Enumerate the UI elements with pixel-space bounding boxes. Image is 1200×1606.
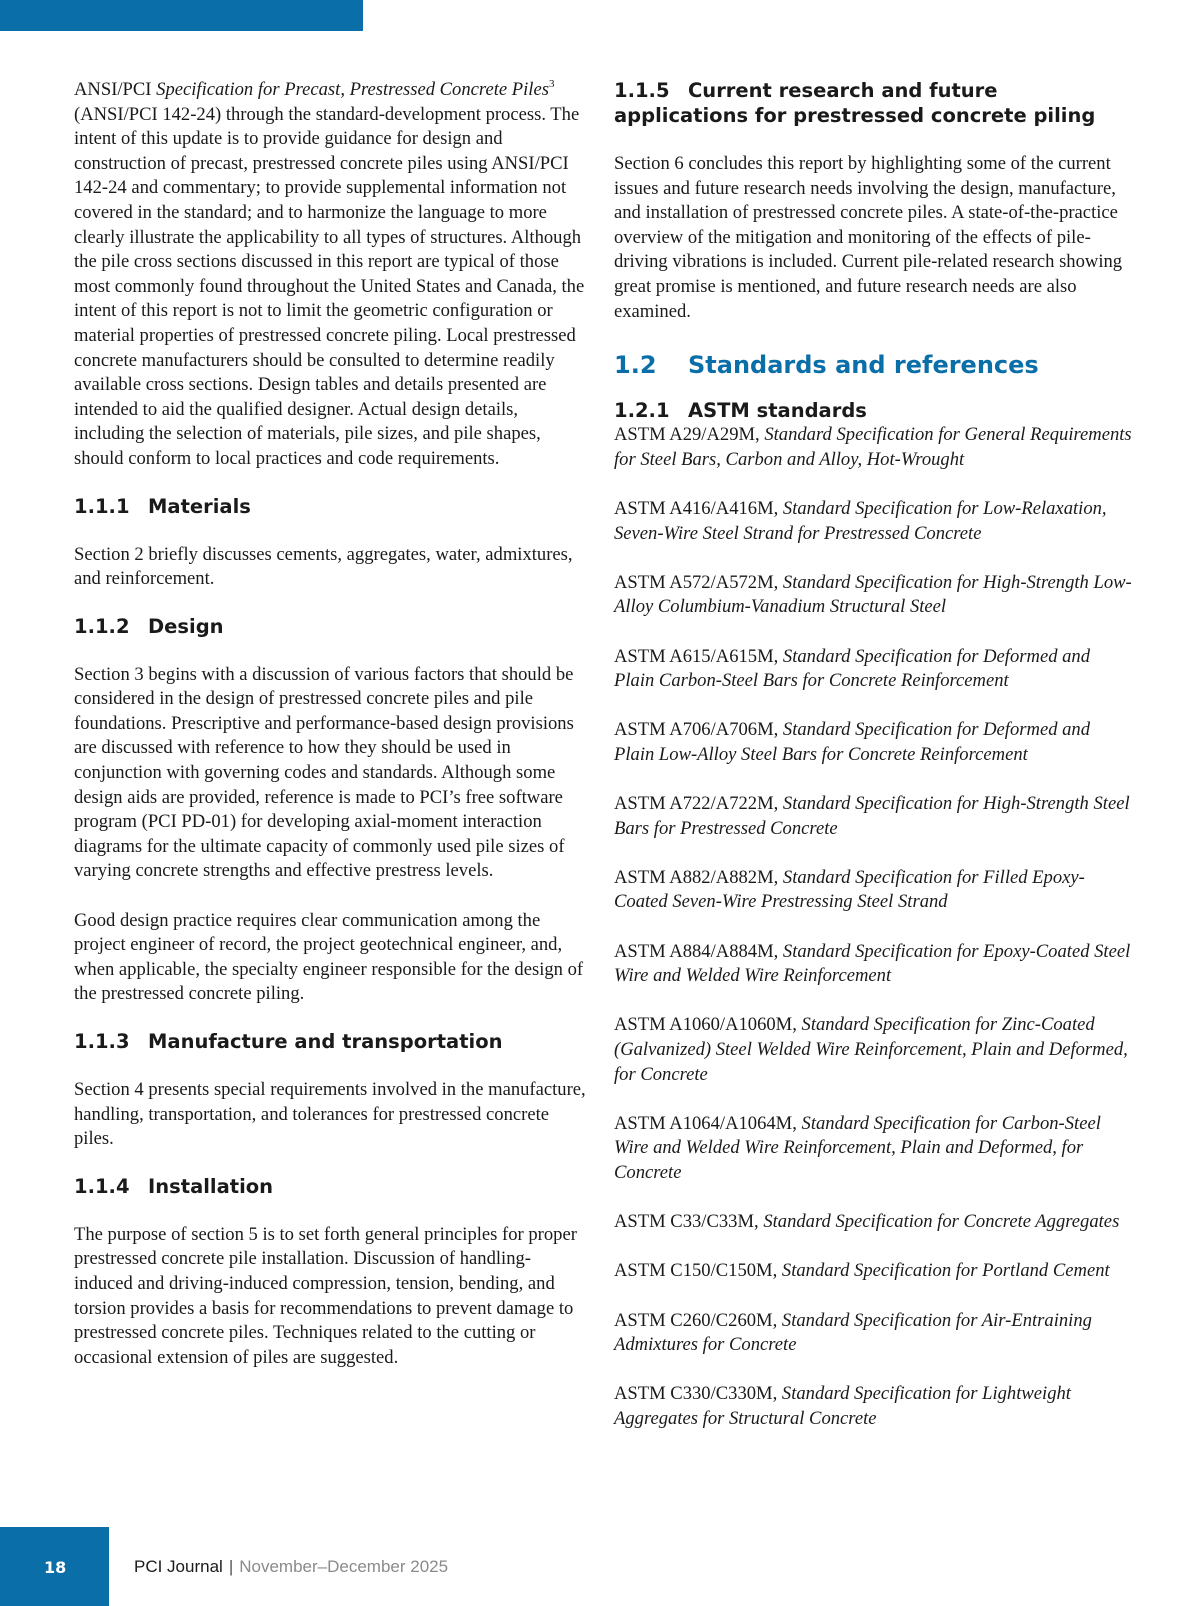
standard-title: Standard Specification for Lightweight Aggregates for Structural Concrete (614, 1383, 1071, 1429)
right-column (614, 78, 1134, 1432)
astm-standard-item (614, 1382, 1134, 1431)
standard-code: ASTM A416/A416M, (614, 497, 779, 519)
section-1-1-5-heading: 1.1.5 Current research and future applications for prestressed concrete piling (614, 79, 1096, 127)
journal-name: PCI Journal (134, 1557, 223, 1576)
section-1-1-5-body: Section 6 concludes this report by highlighting some of the current issues and future research needs involving the design, manufacture, and installation of prestressed concrete piles. A state-of-the-practice overview of the mitigation and monitoring of the effects of pile-driving vibrations is included. Current pile-related research showing great promise is mentioned, and future research needs are also examined. (614, 153, 1123, 322)
astm-standard-item (614, 940, 1134, 989)
astm-standard-item (614, 1259, 1134, 1284)
top-accent-bar (0, 0, 363, 31)
standard-code: ASTM A722/A722M, (614, 793, 779, 815)
standard-code: ASTM A572/A572M, (614, 571, 779, 593)
standard-code: ASTM A1064/A1064M, (614, 1112, 797, 1134)
section-1-1-1-body: Section 2 briefly discusses cements, aggregates, water, admixtures, and reinforcement. (74, 543, 573, 590)
section-1-1-3-heading: 1.1.3 Manufacture and transportation (74, 1030, 503, 1053)
section-1-1-1-heading: 1.1.1 Materials (74, 494, 251, 518)
astm-standard-item (614, 718, 1134, 767)
astm-standard-item (614, 1013, 1134, 1087)
section-1-1-2-body-2: Good design practice requires clear communication among the project engineer of record, the project geotechnical engineer, and, when applicable, the specialty engineer responsible for the design of the prestressed concrete piling. (74, 909, 584, 1005)
standard-title: Standard Specification for Epoxy-Coated Steel Wire and Welded Wire Reinforcement (614, 940, 1131, 987)
left-column (74, 78, 588, 1370)
standard-title: Standard Specification for Portland Cement (781, 1260, 1110, 1282)
journal-footer (134, 1557, 448, 1577)
journal-issue: November–December 2025 (239, 1557, 449, 1576)
section-1-1-2-heading: 1.1.2 Design (74, 614, 224, 638)
section-1-1-2-body-1: Section 3 begins with a discussion of various factors that should be considered in the design of prestressed concrete piles and pile foundations. Prescriptive and performance-based design provisions are discussed with reference to how they should be used in conjunction with governing codes and standards. Although some design aids are provided, reference is made to PCI’s free software program (PCI PD-01) for developing axial-moment interaction diagrams for the ultimate capacity of commonly used pile sizes of varying concrete strengths and effective prestress levels. (74, 663, 574, 882)
standard-code: ASTM A29/A29M, (614, 424, 760, 446)
standard-title: Standard Specification for Zinc-Coated (Galvanized) Steel Welded Wire Reinforcement, Plain and Deformed, for Concrete (614, 1014, 1128, 1085)
standard-code: ASTM A706/A706M, (614, 719, 779, 741)
astm-standard-item (614, 1210, 1134, 1235)
section-1-1-4-heading: 1.1.4 Installation (74, 1174, 274, 1198)
standard-title: Standard Specification for Deformed and Plain Low-Alloy Steel Bars for Concrete Reinforcement (614, 719, 1091, 765)
standard-code: ASTM A615/A615M, (614, 645, 779, 667)
standard-title: Standard Specification for Carbon-Steel Wire and Welded Wire Reinforcement, Plain and Deformed, for Concrete (614, 1112, 1101, 1183)
section-1-2-1-heading: 1.2.1 ASTM standards (614, 399, 867, 423)
standard-title: Standard Specification for Air-Entraining Admixtures for Concrete (614, 1309, 1092, 1356)
standard-code: ASTM A1060/A1060M, (614, 1014, 797, 1036)
standard-title: Standard Specification for Low-Relaxation, Seven-Wire Steel Strand for Prestressed Concrete (614, 497, 1107, 544)
astm-standard-item (614, 423, 1134, 472)
footer-separator: | (228, 1557, 234, 1576)
astm-standard-item (614, 792, 1134, 841)
standard-title: Standard Specification for Concrete Aggregates (763, 1211, 1120, 1233)
astm-standard-item (614, 645, 1134, 694)
standard-code: ASTM C260/C260M, (614, 1309, 778, 1331)
standard-title: Standard Specification for Deformed and Plain Carbon-Steel Bars for Concrete Reinforcement (614, 645, 1091, 692)
standard-code: ASTM C330/C330M, (614, 1383, 778, 1405)
section-1-1-4-body: The purpose of section 5 is to set forth general principles for proper prestressed concrete pile installation. Discussion of handling-induced and driving-induced compression, tension, bending, and torsion provides a basis for recommendations to prevent damage to prestressed concrete piles. Techniques related to the cutting or occasional extension of piles are suggested. (74, 1223, 577, 1368)
standard-title: Standard Specification for High-Strength Steel Bars for Prestressed Concrete (614, 793, 1130, 839)
standard-title: Standard Specification for High-Strength Low-Alloy Columbium-Vanadium Structural Steel (614, 571, 1132, 618)
page-number: 18 (44, 1558, 67, 1577)
footnote-ref: 3 (548, 77, 555, 90)
astm-standard-item (614, 1309, 1134, 1358)
astm-standards-list (614, 423, 1134, 1431)
astm-standard-item (614, 1112, 1134, 1186)
astm-standard-item (614, 497, 1134, 546)
astm-standard-item (614, 571, 1134, 620)
intro-paragraph: ANSI/PCI Specification for Precast, Prestressed Concrete Piles$^3$ (ANSI/PCI 142-24) through the standard-development process. The intent of this update is to provide guidance for design and construction of precast, prestressed concrete piles using ANSI/PCI 142-24 and commentary; to provide supplemental information not covered in the standard; and to harmonize the language to more clearly illustrate the applicability to all types of structures. Although the pile cross sections discussed in this report are typical of those most commonly found throughout the United States and Canada, the intent of this report is not to limit the geometric configuration or material properties of prestressed concrete piling. Local prestressed concrete manufacturers should be consulted to determine readily available cross sections. Design tables and details presented are intended to aid the qualified designer. Actual design details, including the selection of materials, pile sizes, and pile shapes, should conform to local practices and code requirements. (74, 77, 585, 469)
standard-code: ASTM C150/C150M, (614, 1260, 778, 1282)
astm-standard-item (614, 866, 1134, 915)
intro-italic-title: Specification for Precast, Prestressed Concrete Piles (156, 79, 549, 100)
standard-title: Standard Specification for General Requirements for Steel Bars, Carbon and Alloy, Hot-Wrought (614, 424, 1132, 470)
standard-title: Standard Specification for Filled Epoxy-Coated Seven-Wire Prestressing Steel Strand (614, 866, 1085, 913)
standard-code: ASTM C33/C33M, (614, 1211, 759, 1233)
standard-code: ASTM A884/A884M, (614, 940, 779, 962)
section-1-2-heading: 1.2 Standards and references (614, 351, 1039, 380)
section-1-1-3-body: Section 4 presents special requirements involved in the manufacture, handling, transportation, and tolerances for prestressed concrete piles. (74, 1079, 586, 1150)
standard-code: ASTM A882/A882M, (614, 866, 779, 888)
